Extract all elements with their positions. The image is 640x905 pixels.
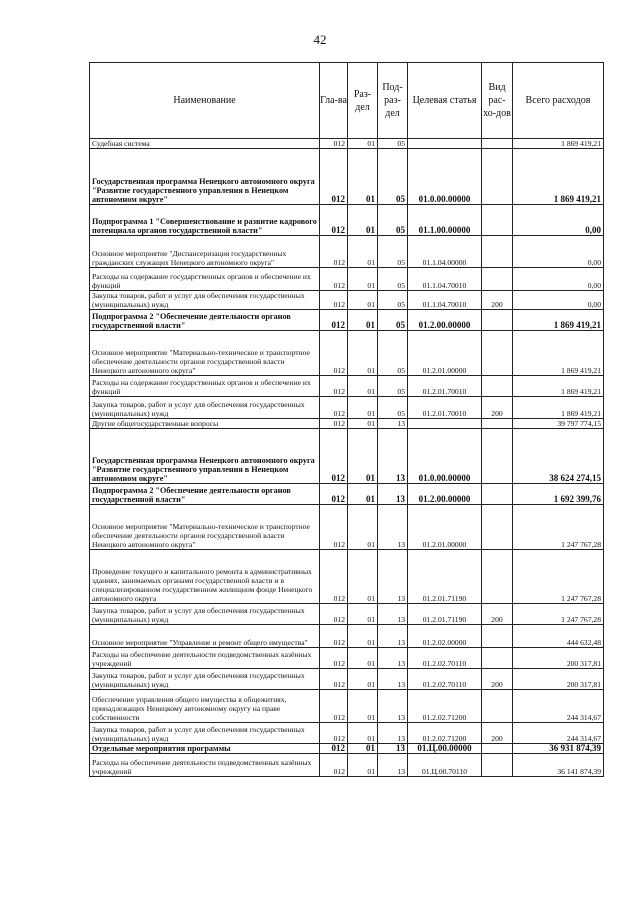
- row-glava: 012: [320, 744, 348, 754]
- row-total: 1 869 419,21: [513, 139, 604, 149]
- row-name: Закупка товаров, работ и услуг для обеспечения государственных (муниципальных) нужд: [90, 669, 320, 690]
- row-podrazdel: 13: [378, 744, 408, 754]
- row-celevaya: 01.2.01.00000: [408, 331, 482, 376]
- header-celevaya: Целевая статья: [408, 63, 482, 139]
- row-total: 1 692 399,76: [513, 484, 604, 505]
- row-vid: [482, 690, 513, 723]
- row-razdel: 01: [348, 376, 378, 397]
- table-row: [90, 139, 604, 149]
- row-vid: [482, 625, 513, 648]
- row-celevaya: 01.0.00.00000: [408, 149, 482, 205]
- row-celevaya: [408, 419, 482, 429]
- row-total: 38 624 274,15: [513, 429, 604, 484]
- row-vid: [482, 648, 513, 669]
- table-row: [90, 505, 604, 550]
- row-razdel: 01: [348, 397, 378, 419]
- table-row: [90, 550, 604, 604]
- row-vid: [482, 744, 513, 754]
- table-row: [90, 236, 604, 268]
- table-row: [90, 604, 604, 625]
- header-razdel: Раз-дел: [348, 63, 378, 139]
- table-row: [90, 744, 604, 754]
- row-podrazdel: 05: [378, 268, 408, 291]
- row-celevaya: 01.1.04.00000: [408, 236, 482, 268]
- row-total: 0,00: [513, 268, 604, 291]
- row-podrazdel: 13: [378, 723, 408, 744]
- row-total: 36 141 874,39: [513, 754, 604, 777]
- row-name: Основное мероприятие "Материально-техническое и транспортное обеспечение деятельности органов государственной власти Ненецкого автономного округа": [90, 331, 320, 376]
- row-vid: [482, 376, 513, 397]
- row-podrazdel: 13: [378, 484, 408, 505]
- row-glava: 012: [320, 648, 348, 669]
- row-glava: 012: [320, 149, 348, 205]
- row-glava: 012: [320, 625, 348, 648]
- row-razdel: 01: [348, 236, 378, 268]
- row-glava: 012: [320, 669, 348, 690]
- row-celevaya: 01.1.04.70010: [408, 268, 482, 291]
- row-razdel: 01: [348, 205, 378, 236]
- row-glava: 012: [320, 205, 348, 236]
- row-podrazdel: 13: [378, 505, 408, 550]
- page-number: 42: [313, 32, 327, 47]
- row-razdel: 01: [348, 331, 378, 376]
- header-glava: Гла-ва: [320, 63, 348, 139]
- row-vid: 200: [482, 723, 513, 744]
- row-vid: [482, 236, 513, 268]
- row-razdel: 01: [348, 648, 378, 669]
- row-name: Государственная программа Ненецкого автономного округа "Развитие государственного управления в Ненецком автономном округе": [90, 149, 320, 205]
- table-row: [90, 690, 604, 723]
- row-vid: [482, 484, 513, 505]
- row-vid: [482, 429, 513, 484]
- row-razdel: 01: [348, 550, 378, 604]
- row-total: 1 247 767,28: [513, 604, 604, 625]
- row-name: Обеспечение управления общего имущества в общежитиях, принадлежащих Ненецкому автономному округу на праве собственности: [90, 690, 320, 723]
- row-razdel: 01: [348, 291, 378, 310]
- row-celevaya: 01.1.04.70010: [408, 291, 482, 310]
- row-podrazdel: 05: [378, 205, 408, 236]
- row-vid: [482, 310, 513, 331]
- row-podrazdel: 05: [378, 331, 408, 376]
- row-razdel: 01: [348, 604, 378, 625]
- table-row: [90, 419, 604, 429]
- row-total: 1 869 419,21: [513, 149, 604, 205]
- row-total: 1 247 767,28: [513, 505, 604, 550]
- row-name: Подпрограмма 2 "Обеспечение деятельности органов государственной власти": [90, 484, 320, 505]
- table-row: [90, 310, 604, 331]
- row-podrazdel: 13: [378, 669, 408, 690]
- row-name: Расходы на обеспечение деятельности подведомственных казённых учреждений: [90, 648, 320, 669]
- row-celevaya: 01.2.01.70010: [408, 397, 482, 419]
- row-podrazdel: 05: [378, 236, 408, 268]
- row-celevaya: [408, 139, 482, 149]
- row-total: 39 797 774,15: [513, 419, 604, 429]
- row-vid: [482, 331, 513, 376]
- row-vid: 200: [482, 669, 513, 690]
- row-name: Расходы на содержание государственных органов и обеспечение их функций: [90, 268, 320, 291]
- table-row: [90, 149, 604, 205]
- row-podrazdel: 05: [378, 291, 408, 310]
- row-total: 244 314,67: [513, 690, 604, 723]
- row-vid: [482, 505, 513, 550]
- row-razdel: 01: [348, 484, 378, 505]
- row-celevaya: 01.2.02.70110: [408, 648, 482, 669]
- row-razdel: 01: [348, 754, 378, 777]
- expenditure-table: [89, 62, 604, 777]
- table-row: [90, 754, 604, 777]
- row-total: 1 869 419,21: [513, 310, 604, 331]
- row-podrazdel: 05: [378, 376, 408, 397]
- row-vid: [482, 419, 513, 429]
- row-vid: 200: [482, 604, 513, 625]
- row-name: Закупка товаров, работ и услуг для обеспечения государственных (муниципальных) нужд: [90, 604, 320, 625]
- table-body: [90, 139, 604, 777]
- row-total: 1 869 419,21: [513, 331, 604, 376]
- row-razdel: 01: [348, 669, 378, 690]
- row-glava: 012: [320, 505, 348, 550]
- row-podrazdel: 05: [378, 139, 408, 149]
- row-vid: [482, 550, 513, 604]
- row-celevaya: 01.2.02.71200: [408, 690, 482, 723]
- row-glava: 012: [320, 236, 348, 268]
- table-row: [90, 331, 604, 376]
- row-vid: [482, 754, 513, 777]
- row-glava: 012: [320, 291, 348, 310]
- row-glava: 012: [320, 754, 348, 777]
- row-razdel: 01: [348, 419, 378, 429]
- table-header-row: [90, 63, 604, 139]
- row-razdel: 01: [348, 139, 378, 149]
- row-name: Закупка товаров, работ и услуг для обеспечения государственных (муниципальных) нужд: [90, 397, 320, 419]
- row-total: 1 869 419,21: [513, 397, 604, 419]
- row-total: 200 317,81: [513, 669, 604, 690]
- row-name: Подпрограмма 2 "Обеспечение деятельности органов государственной власти": [90, 310, 320, 331]
- row-name: Другие общегосударственные вопросы: [90, 419, 320, 429]
- row-name: Основное мероприятие "Диспансеризация государственных гражданских служащих Ненецкого автономного округа": [90, 236, 320, 268]
- row-celevaya: 01.2.01.71190: [408, 604, 482, 625]
- row-podrazdel: 05: [378, 310, 408, 331]
- row-razdel: 01: [348, 429, 378, 484]
- row-name: Государственная программа Ненецкого автономного округа "Развитие государственного управления в Ненецком автономном округе": [90, 429, 320, 484]
- row-razdel: 01: [348, 505, 378, 550]
- table-row: [90, 723, 604, 744]
- row-celevaya: 01.2.02.71200: [408, 723, 482, 744]
- row-name: Подпрограмма 1 "Совершенствование и развитие кадрового потенциала органов государственной власти": [90, 205, 320, 236]
- row-name: Основное мероприятие "Управление и ремонт общего имущества": [90, 625, 320, 648]
- row-glava: 012: [320, 139, 348, 149]
- row-podrazdel: 13: [378, 625, 408, 648]
- row-podrazdel: 13: [378, 648, 408, 669]
- row-razdel: 01: [348, 625, 378, 648]
- row-total: 36 931 874,39: [513, 744, 604, 754]
- row-glava: 012: [320, 484, 348, 505]
- row-razdel: 01: [348, 744, 378, 754]
- row-vid: [482, 268, 513, 291]
- row-glava: 012: [320, 723, 348, 744]
- row-vid: [482, 149, 513, 205]
- table-row: [90, 291, 604, 310]
- row-glava: 012: [320, 419, 348, 429]
- row-total: 444 632,48: [513, 625, 604, 648]
- header-vid: Вид рас-хо-дов: [482, 63, 513, 139]
- header-podrazdel: Под-раз-дел: [378, 63, 408, 139]
- row-razdel: 01: [348, 310, 378, 331]
- table-row: [90, 376, 604, 397]
- table-row: [90, 429, 604, 484]
- row-name: Закупка товаров, работ и услуг для обеспечения государственных (муниципальных) нужд: [90, 723, 320, 744]
- row-name: Судебная система: [90, 139, 320, 149]
- row-celevaya: 01.2.01.71190: [408, 550, 482, 604]
- row-podrazdel: 05: [378, 397, 408, 419]
- row-name: Проведение текущего и капитального ремонта в административных зданиях, занимаемых органами государственной власти и в специализированном государственном жилищном фонде Ненецкого автономного округа: [90, 550, 320, 604]
- row-name: Закупка товаров, работ и услуг для обеспечения государственных (муниципальных) нужд: [90, 291, 320, 310]
- row-glava: 012: [320, 268, 348, 291]
- row-celevaya: 01.0.00.00000: [408, 429, 482, 484]
- row-razdel: 01: [348, 723, 378, 744]
- table-row: [90, 669, 604, 690]
- row-total: 0,00: [513, 236, 604, 268]
- row-podrazdel: 13: [378, 604, 408, 625]
- header-name: Наименование: [90, 63, 320, 139]
- row-glava: 012: [320, 690, 348, 723]
- row-celevaya: 01.1.00.00000: [408, 205, 482, 236]
- row-podrazdel: 13: [378, 690, 408, 723]
- row-celevaya: 01.2.00.00000: [408, 484, 482, 505]
- table-row: [90, 625, 604, 648]
- table-row: [90, 205, 604, 236]
- row-celevaya: 01.2.01.00000: [408, 505, 482, 550]
- table-row: [90, 484, 604, 505]
- row-glava: 012: [320, 397, 348, 419]
- row-total: 1 247 767,28: [513, 550, 604, 604]
- row-name: Расходы на содержание государственных органов и обеспечение их функций: [90, 376, 320, 397]
- row-podrazdel: 13: [378, 754, 408, 777]
- row-celevaya: 01.2.00.00000: [408, 310, 482, 331]
- row-total: 0,00: [513, 205, 604, 236]
- row-name: Основное мероприятие "Материально-техническое и транспортное обеспечение деятельности органов государственной власти Ненецкого автономного округа": [90, 505, 320, 550]
- row-name: Расходы на обеспечение деятельности подведомственных казённых учреждений: [90, 754, 320, 777]
- row-vid: [482, 205, 513, 236]
- row-name: Отдельные мероприятия программы: [90, 744, 320, 754]
- table-row: [90, 268, 604, 291]
- row-celevaya: 01.2.01.70010: [408, 376, 482, 397]
- row-glava: 012: [320, 331, 348, 376]
- row-celevaya: 01.Ц.00.70110: [408, 754, 482, 777]
- row-total: 1 869 419,21: [513, 376, 604, 397]
- row-glava: 012: [320, 429, 348, 484]
- row-razdel: 01: [348, 149, 378, 205]
- row-glava: 012: [320, 310, 348, 331]
- header-total: Всего расходов: [513, 63, 604, 139]
- row-glava: 012: [320, 604, 348, 625]
- row-razdel: 01: [348, 268, 378, 291]
- row-vid: 200: [482, 397, 513, 419]
- row-total: 200 317,81: [513, 648, 604, 669]
- row-podrazdel: 13: [378, 429, 408, 484]
- row-celevaya: 01.2.02.70110: [408, 669, 482, 690]
- row-glava: 012: [320, 376, 348, 397]
- table-row: [90, 648, 604, 669]
- row-podrazdel: 05: [378, 149, 408, 205]
- row-razdel: 01: [348, 690, 378, 723]
- row-podrazdel: 13: [378, 419, 408, 429]
- row-total: 0,00: [513, 291, 604, 310]
- row-celevaya: 01.Ц.00.00000: [408, 744, 482, 754]
- row-glava: 012: [320, 550, 348, 604]
- row-vid: 200: [482, 291, 513, 310]
- row-celevaya: 01.2.02.00000: [408, 625, 482, 648]
- row-vid: [482, 139, 513, 149]
- row-podrazdel: 13: [378, 550, 408, 604]
- row-total: 244 314,67: [513, 723, 604, 744]
- table-row: [90, 397, 604, 419]
